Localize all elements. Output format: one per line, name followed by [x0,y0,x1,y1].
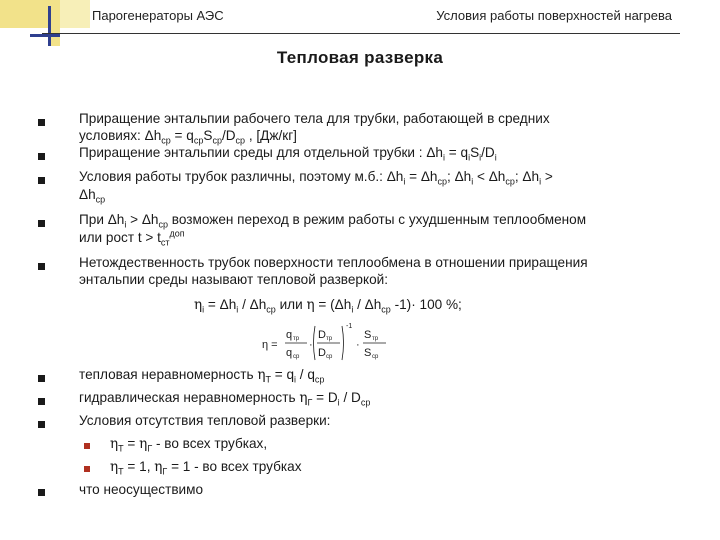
sub-bullet-2: $\eta_Т = 1$, $\eta_Г = 1$ - во всех трубках [110,459,302,477]
header-course-title: Парогенераторы АЭС [92,8,224,23]
bullet-marker [38,119,45,126]
bullet-5-line-1: Нетождественность трубок поверхности теплообмена в отношении приращения [79,255,588,270]
bullet-1-line-1: Приращение энтальпии рабочего тела для трубки, работающей в средних [79,111,550,126]
svg-text:тр: тр [372,336,379,342]
svg-text:ср: ср [293,354,300,360]
sub-bullet-1: $\eta_Т = \eta_Г$ - во всех трубках, [110,436,268,454]
slide-title: Тепловая разверка [276,48,444,67]
svg-text:D: D [318,329,326,341]
header-divider [42,33,680,34]
svg-text:ср: ср [372,354,379,360]
presentation-logo [0,0,90,46]
bullet-3-line-1: Условия работы трубок различны, поэтому м.б.: $\Delta h_i = \Delta h_{ср}$; $\Delta h_i < \Delta h_{ср}$; $\Delta h_i$ > [79,169,553,187]
svg-text:-1: -1 [346,323,353,330]
bullet-6: тепловая неравномерность $\eta_Т = q_i / q_{ср}$ [79,367,325,385]
svg-text:·: · [309,339,313,351]
bullet-marker [38,263,45,270]
bullet-marker [38,153,45,160]
bullet-4-line-2: или рост $t > t_{ст}^{доп}$ [79,228,185,248]
header-section-title: Условия работы поверхностей нагрева [436,8,672,23]
bullet-marker [38,398,45,405]
bullet-8: Условия отсутствия тепловой разверки: [79,413,331,428]
bullet-marker [38,375,45,382]
bullet-1-line-2: условиях: $\Delta h_{ср} = q_{ср}S_{ср}/D_{ср}$ , [Дж/кг] [79,128,297,146]
sub-bullet-marker [84,443,90,449]
bullet-marker [38,177,45,184]
bullet-marker [38,421,45,428]
svg-text:q: q [286,347,293,359]
bullet-marker [38,220,45,227]
bullet-9: что неосуществимо [79,482,204,497]
svg-text:η =: η = [262,339,278,351]
bullet-3-line-2: $\Delta h_{ср}$ [79,187,106,205]
bullet-marker [38,489,45,496]
bullet-7: гидравлическая неравномерность $\eta_Г = D_i / D_{ср}$ [79,390,371,408]
svg-text:S: S [364,347,372,359]
unevenness-equation: $\eta_i = \Delta h_i / \Delta h_{ср}$ или $\eta = (\Delta h_i / \Delta h_{ср}$ -1)· 100 %; [194,297,462,315]
bullet-4-line-1: При $\Delta h_i > \Delta h_{ср}$ возможен переход в режим работы с ухудшенным теплообменом [79,212,587,230]
bullet-5-line-2: энтальпии среды называют тепловой разверкой: [79,272,389,287]
bullet-2: Приращение энтальпии среды для отдельной трубки : $\Delta h_i = q_iS_i/D_i$ [79,145,497,163]
sub-bullet-marker [84,466,90,472]
svg-text:S: S [364,329,372,341]
svg-text:ср: ср [326,354,333,360]
svg-text:тр: тр [326,336,333,342]
svg-text:q: q [286,329,293,341]
svg-text:D: D [318,347,326,359]
svg-text:·: · [356,339,360,351]
svg-text:тр: тр [293,336,300,342]
unevenness-fraction-formula [262,322,402,364]
